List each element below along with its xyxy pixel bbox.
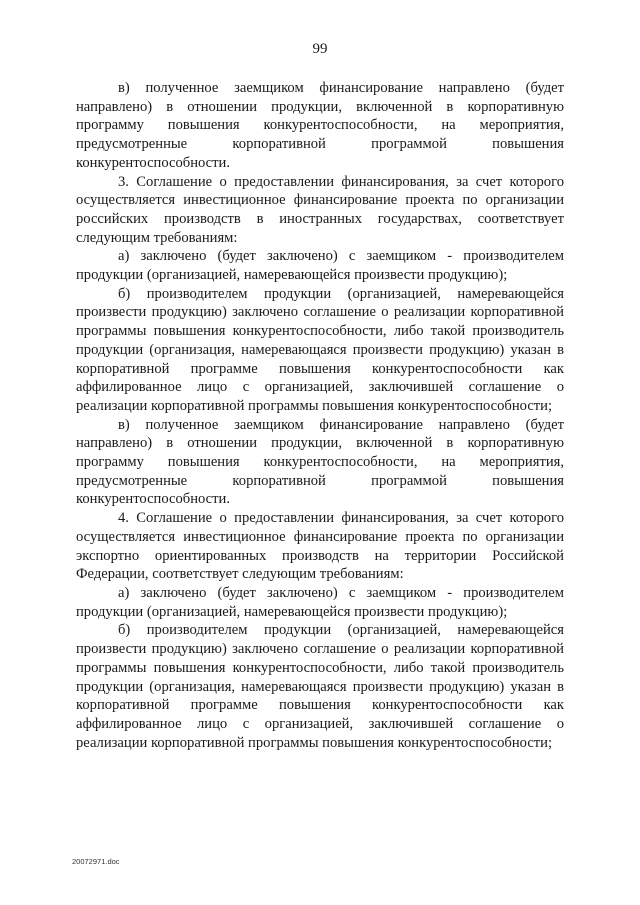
paragraph-3-foreign-production: 3. Соглашение о предоставлении финансирования, за счет которого осуществляется инвестиционное финансирование проекта по организации российских производств в иностранных государствах, соответствует следующим требованиям: bbox=[76, 173, 564, 246]
paragraph-4-export-production: 4. Соглашение о предоставлении финансирования, за счет которого осуществляется инвестиционное финансирование проекта по организации экспортно ориентированных производств на территории Российской Федерации, соответствует следующим требованиям: bbox=[76, 510, 564, 583]
paragraph-3a-borrower: а) заключено (будет заключено) с заемщиком - производителем продукции (организацией, намеревающейся произвести продукцию); bbox=[76, 248, 564, 284]
paragraph-3b-program-agreement: б) производителем продукции (организацией, намеревающейся произвести продукцию) заключено соглашение о реализации корпоративной программы повышения конкурентоспособности, либо такой производитель продукции (организация, намеревающаяся произвести продукцию) указан в корпоративной программе повышения конкурентоспособности как аффилированное лицо с организацией, заключившей соглашение о реализации корпоративной программы повышения конкурентоспособности; bbox=[76, 285, 564, 414]
footer-file-name: 20072971.doc bbox=[72, 857, 120, 866]
page-number: 99 bbox=[312, 41, 328, 57]
paragraph-4a-borrower: а) заключено (будет заключено) с заемщиком - производителем продукции (организацией, намеревающейся произвести продукцию); bbox=[76, 584, 564, 620]
document-body bbox=[76, 79, 564, 752]
paragraph-1c-funding-direction: в) полученное заемщиком финансирование направлено (будет направлено) в отношении продукции, включенной в корпоративную программу повышения конкурентоспособности, на мероприятия, предусмотренные корпоративной программой повышения конкурентоспособности. bbox=[76, 80, 564, 171]
paragraph-3c-funding-direction: в) полученное заемщиком финансирование направлено (будет направлено) в отношении продукции, включенной в корпоративную программу повышения конкурентоспособности, на мероприятия, предусмотренные корпоративной программой повышения конкурентоспособности. bbox=[76, 416, 564, 508]
paragraph-4b-program-agreement: б) производителем продукции (организацией, намеревающейся произвести продукцию) заключено соглашение о реализации корпоративной программы повышения конкурентоспособности, либо такой производитель продукции (организация, намеревающаяся произвести продукцию) указан в корпоративной программе повышения конкурентоспособности как аффилированное лицо с организацией, заключившей соглашение о реализации корпоративной программы повышения конкурентоспособности; bbox=[76, 622, 564, 751]
